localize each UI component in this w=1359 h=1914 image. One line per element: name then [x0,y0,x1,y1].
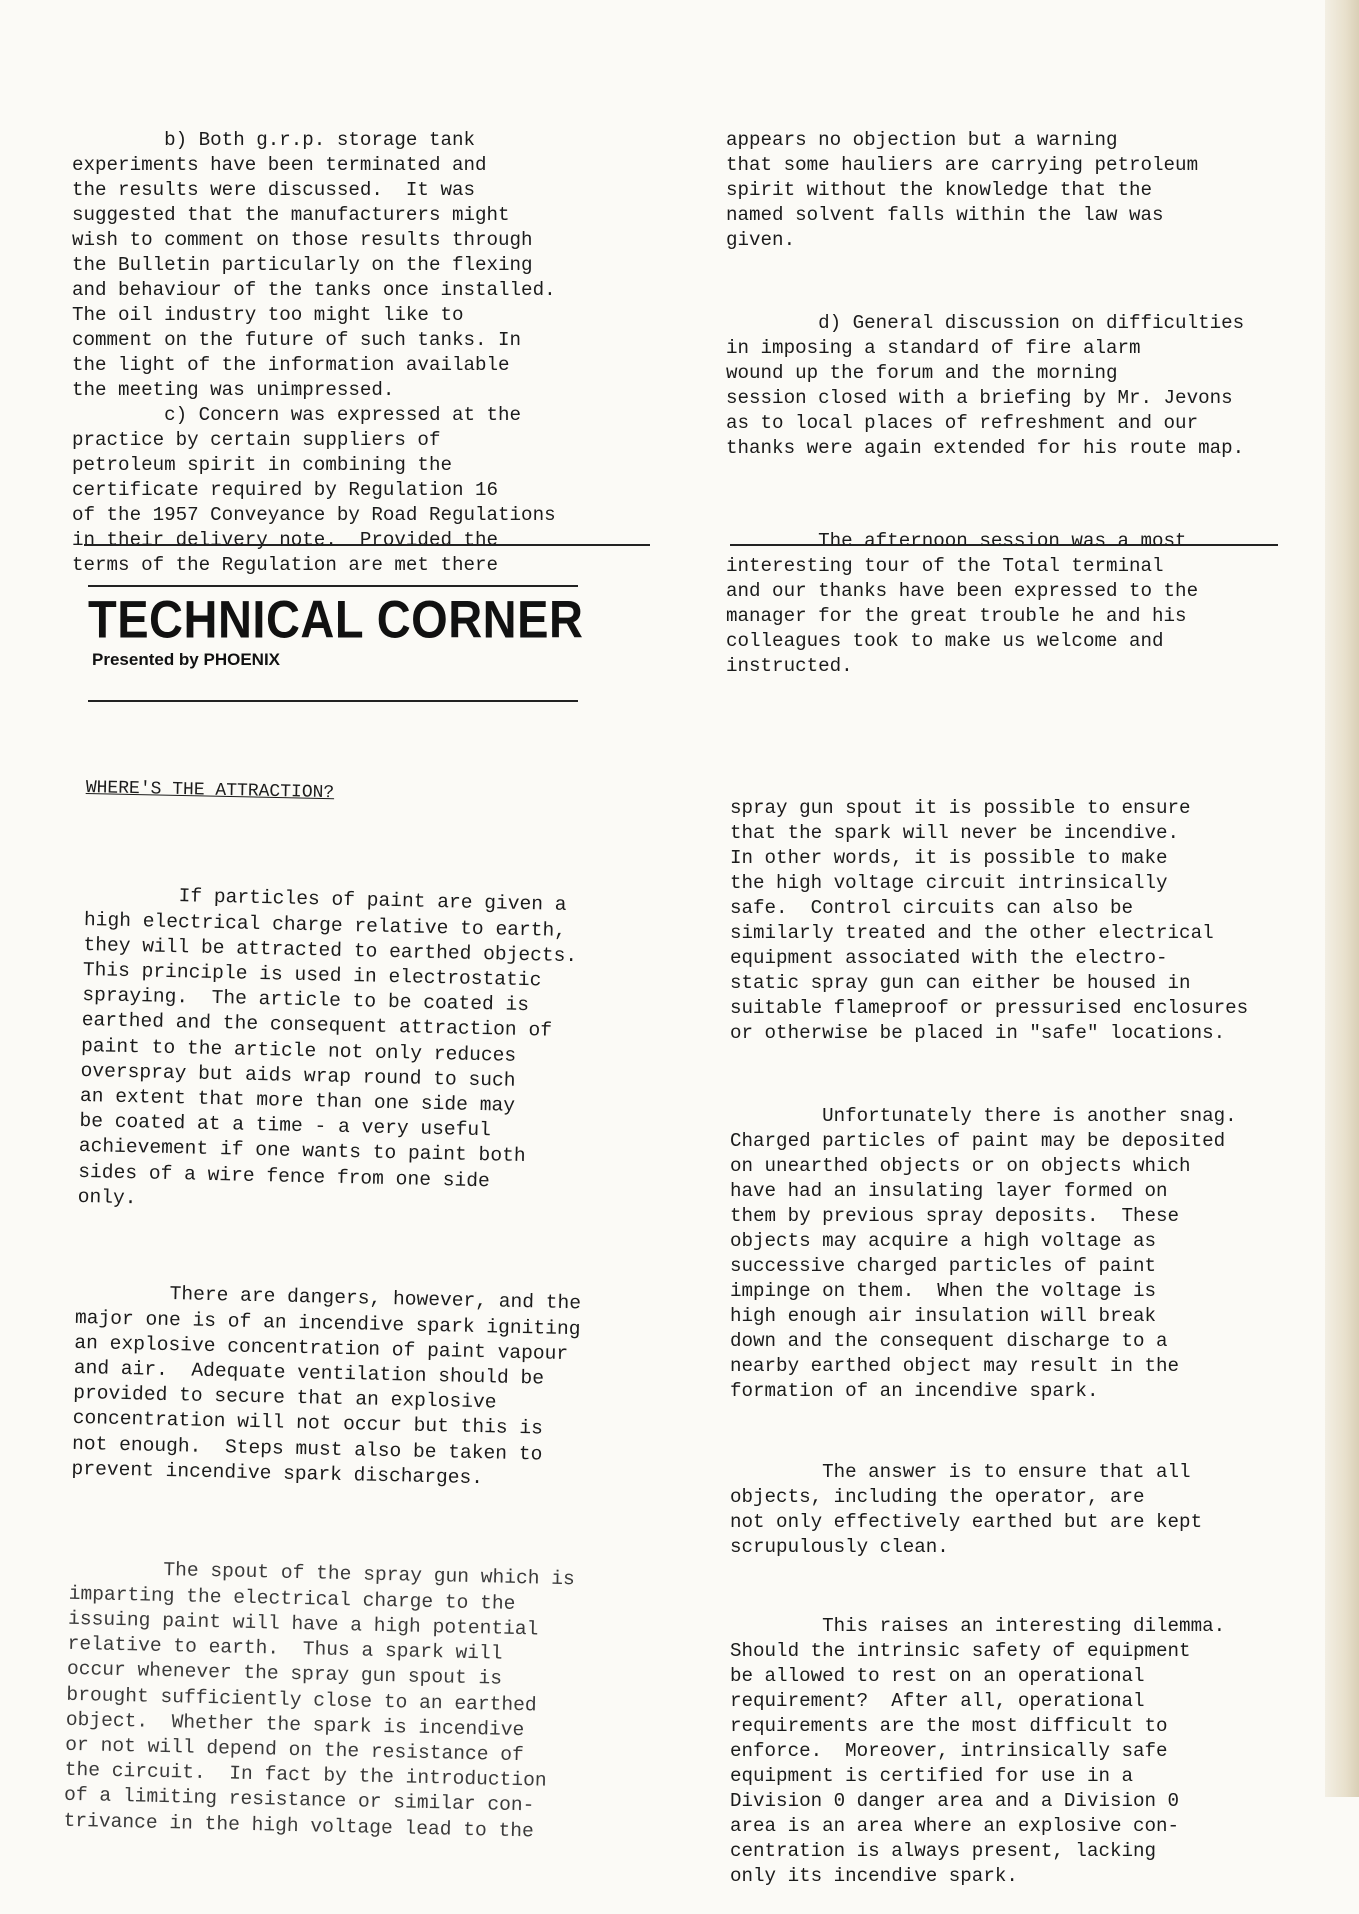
text-line: be coated at a time - a very useful [79,1110,492,1142]
text-line: This principle is used in electrostatic [82,958,542,992]
text-line: of the 1957 Conveyance by Road Regulations [72,504,556,526]
text-line: of a limiting resistance or similar con- [63,1784,535,1817]
text-line: an extent that more than one side may [79,1084,516,1117]
text-line: scrupulously clean. [730,1536,949,1558]
article-right-para-3 [730,1460,1248,1560]
text-line: the results were discussed. It was [72,179,476,201]
top-right-rule [730,544,1278,546]
text-line: them by previous spray deposits. These [730,1205,1180,1227]
text-line: achievement if one wants to paint both [78,1135,526,1168]
text-line: brought sufficiently close to an earthed [66,1683,537,1716]
article-right-para-2 [730,1104,1248,1404]
text-line: and air. Adequate ventilation should be [73,1356,545,1390]
text-line: requirements are the most difficult to [730,1715,1168,1737]
text-line: session closed with a briefing by Mr. Jevons [726,387,1233,409]
text-line: practice by certain suppliers of [72,429,441,451]
text-line: or not will depend on the resistance of [65,1733,524,1767]
text-line: wound up the forum and the morning [726,362,1118,384]
text-line: on unearthed objects or on objects which [730,1155,1191,1177]
text-line: have had an insulating layer formed on [730,1180,1168,1202]
text-line: the meeting was unimpressed. [72,379,395,401]
text-line: objects may acquire a high voltage as [730,1230,1157,1252]
text-line: and behaviour of the tanks once installed. [72,279,556,301]
article-right-column [730,746,1248,1914]
top-right-para-1 [726,128,1244,253]
text-line: If particles of paint are given a [84,883,567,917]
text-line: Charged particles of paint may be deposited [730,1130,1226,1152]
text-line: spraying. The article to be coated is [82,984,530,1017]
text-line: c) Concern was expressed at the [72,404,522,426]
text-line: in imposing a standard of fire alarm [726,337,1141,359]
text-line: comment on the future of such tanks. In [72,329,522,351]
text-line: The spout of the spray gun which is [69,1557,576,1591]
heading-rule-bottom [88,700,578,702]
section-title: TECHNICAL CORNER [88,589,584,649]
text-line: in their delivery note. Provided the [72,529,499,551]
text-line: static spray gun can either be housed in [730,972,1191,994]
text-line: not only effectively earthed but are kept [730,1511,1203,1533]
text-line: The afternoon session was a most [726,530,1187,552]
text-line: that the spark will never be incendive. [730,822,1180,844]
text-line: sides of a wire fence from one side [78,1160,490,1192]
text-line: suitable flameproof or pressurised enclosures [730,997,1249,1019]
text-line: petroleum spirit in combining the [72,454,452,476]
text-line: interesting tour of the Total terminal [726,555,1164,577]
text-line: objects, including the operator, are [730,1486,1145,1508]
text-line: impinge on them. When the voltage is [730,1280,1157,1302]
text-line: named solvent falls within the law was [726,204,1164,226]
text-line: high electrical charge relative to earth, [83,908,567,942]
top-right-para-3 [726,529,1244,679]
text-line: be allowed to rest on an operational [730,1665,1145,1687]
text-line: concentration will not occur but this is [72,1407,544,1440]
text-line: or otherwise be placed in "safe" locations. [730,1022,1226,1044]
article-left-para-1 [77,882,590,1221]
text-line: d) General discussion on difficulties [726,312,1245,334]
text-line: certificate required by Regulation 16 [72,479,499,501]
text-line: suggested that the manufacturers might [72,204,510,226]
text-line: as to local places of refreshment and our [726,412,1199,434]
article-left-para-3 [63,1556,575,1845]
text-line: area is an area where an explosive con- [730,1815,1180,1837]
text-line: successive charged particles of paint [730,1255,1157,1277]
text-line: the high voltage circuit intrinsically [730,872,1168,894]
text-line: Should the intrinsic safety of equipment [730,1640,1191,1662]
text-line: enforce. Moreover, intrinsically safe [730,1740,1168,1762]
text-line: This raises an interesting dilemma. [730,1615,1226,1637]
text-line: high enough air insulation will break [730,1305,1157,1327]
top-left-rule [84,544,650,546]
top-right-column [726,78,1244,704]
text-line: not enough. Steps must also be taken to [71,1432,543,1466]
text-line: manager for the great trouble he and his [726,605,1187,627]
text-line: object. Whether the spark is incendive [65,1708,525,1741]
text-line: paint to the article not only reduces [80,1034,517,1067]
section-byline: Presented by PHOENIX [92,650,281,669]
text-line: wish to comment on those results through [72,229,533,251]
article-subtitle: WHERE'S THE ATTRACTION? [85,778,335,804]
text-line: experiments have been terminated and [72,154,487,176]
text-line: There are dangers, however, and the [75,1281,582,1315]
article-right-para-1 [730,796,1248,1046]
text-line: appears no objection but a warning [726,129,1118,151]
article-left-para-2 [71,1280,581,1493]
text-line: formation of an incendive spark. [730,1380,1099,1402]
text-line: centration is always present, lacking [730,1840,1157,1862]
text-line: equipment is certified for use in a [730,1765,1134,1787]
text-line: terms of the Regulation are met there [72,554,499,576]
text-line: major one is of an incendive spark igniting [74,1306,581,1340]
text-line: requirement? After all, operational [730,1690,1145,1712]
text-line: an explosive concentration of paint vapour [74,1331,569,1365]
text-line: issuing paint will have a high potential [67,1607,539,1641]
text-line: the light of the information available [72,354,510,376]
top-right-para-2 [726,311,1244,461]
text-line: they will be attracted to earthed objects. [83,933,578,967]
top-left-column [72,78,556,603]
article-left-column [63,832,592,1870]
text-line: similarly treated and the other electrical [730,922,1214,944]
text-line: the Bulletin particularly on the flexing [72,254,533,276]
text-line: prevent incendive spark discharges. [71,1457,484,1490]
text-line: earthed and the consequent attraction of [81,1009,553,1043]
text-line: Unfortunately there is another snag. [730,1105,1237,1127]
text-line: safe. Control circuits can also be [730,897,1134,919]
text-line: occur whenever the spray gun spout is [66,1658,503,1690]
text-line: The oil industry too might like to [72,304,464,326]
text-line: spray gun spout it is possible to ensure [730,797,1191,819]
text-line: only its incendive spark. [730,1865,1018,1887]
page-edge [1325,0,1359,1797]
text-line: only. [77,1185,137,1210]
text-line: equipment associated with the electro- [730,947,1168,969]
text-line: overspray but aids wrap round to such [80,1059,516,1092]
text-line: Division 0 danger area and a Division 0 [730,1790,1180,1812]
text-line: down and the consequent discharge to a [730,1330,1168,1352]
text-line: imparting the electrical charge to the [68,1582,516,1615]
text-line: thanks were again extended for his route map. [726,437,1245,459]
text-line: spirit without the knowledge that the [726,179,1153,201]
text-line: trivance in the high voltage lead to the [63,1809,535,1842]
text-line: nearby earthed object may result in the [730,1355,1180,1377]
text-line: provided to secure that an explosive [73,1382,497,1414]
text-line: In other words, it is possible to make [730,847,1168,869]
text-line: The answer is to ensure that all [730,1461,1191,1483]
text-line: that some hauliers are carrying petroleum [726,154,1199,176]
heading-rule-top [88,585,578,587]
text-line: b) Both g.r.p. storage tank [72,129,476,151]
text-line: the circuit. In fact by the introduction [64,1758,547,1792]
article-right-para-4 [730,1614,1248,1889]
text-line: instructed. [726,655,853,677]
text-line: colleagues took to make us welcome and [726,630,1164,652]
text-line: given. [726,229,796,251]
top-left-paragraphs [72,128,556,578]
text-line: relative to earth. Thus a spark will [67,1632,503,1665]
text-line: and our thanks have been expressed to the [726,580,1199,602]
